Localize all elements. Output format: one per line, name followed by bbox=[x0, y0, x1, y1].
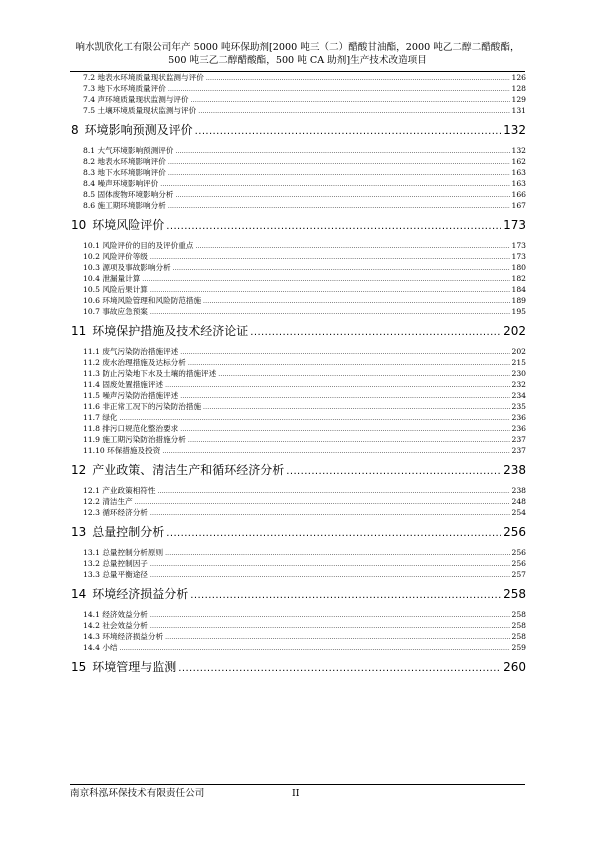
toc-page-number: 234 bbox=[511, 391, 526, 400]
toc-section-entry[interactable] bbox=[71, 390, 526, 401]
toc-page-number: 232 bbox=[511, 380, 526, 389]
toc-leader-dots bbox=[180, 391, 509, 402]
toc-section-label: 11.2 废水治理措施及达标分析 bbox=[83, 358, 186, 367]
toc-section-label: 11.8 排污口规范化整治要求 bbox=[83, 424, 179, 433]
toc-section-label: 14.3 环境经济损益分析 bbox=[83, 632, 164, 641]
toc-section-entry[interactable] bbox=[71, 368, 526, 379]
toc-chapter-number: 8 bbox=[71, 123, 79, 137]
toc-section-label: 14.1 经济效益分析 bbox=[83, 610, 148, 619]
toc-leader-dots bbox=[180, 347, 509, 358]
toc-leader-dots bbox=[168, 157, 510, 168]
toc-leader-dots bbox=[218, 369, 509, 380]
toc-section-label: 11.10 环保措施及投资 bbox=[83, 446, 161, 455]
toc-section-entry[interactable] bbox=[71, 445, 526, 456]
toc-leader-dots bbox=[180, 424, 509, 435]
toc-section-label: 11.3 防止污染地下水及土壤的措施评述 bbox=[83, 369, 217, 378]
toc-leader-dots bbox=[190, 585, 501, 607]
toc-page-number: 182 bbox=[511, 274, 526, 283]
toc-chapter-label: 环境保护措施及技术经济论证 bbox=[92, 324, 249, 338]
toc-page-number: 257 bbox=[511, 570, 526, 579]
toc-section-label: 8.3 地下水环境影响评价 bbox=[83, 168, 166, 177]
toc-page-number: 254 bbox=[511, 508, 526, 517]
toc-chapter-label: 环境影响预测及评价 bbox=[84, 123, 193, 137]
toc-leader-dots bbox=[173, 263, 510, 274]
toc-leader-dots bbox=[120, 643, 510, 654]
toc-section-entry[interactable] bbox=[71, 631, 526, 642]
toc-section-label: 10.3 源项及事故影响分析 bbox=[83, 263, 171, 272]
toc-page-number: 129 bbox=[511, 95, 526, 104]
toc-page-number: 235 bbox=[511, 402, 526, 411]
toc-leader-dots bbox=[188, 358, 510, 369]
toc-section-entry[interactable] bbox=[71, 346, 526, 357]
toc-page-number: 236 bbox=[511, 413, 526, 422]
toc-leader-dots bbox=[188, 435, 510, 446]
toc-section-entry[interactable] bbox=[71, 262, 526, 273]
toc-section-entry[interactable] bbox=[71, 642, 526, 653]
toc-section-label: 11.1 废气污染防治措施评述 bbox=[83, 347, 179, 356]
toc-section-entry[interactable] bbox=[71, 507, 526, 518]
toc-chapter-number: 15 bbox=[71, 660, 87, 674]
toc-section-label: 11.7 绿化 bbox=[83, 413, 118, 422]
toc-section-entry[interactable] bbox=[71, 412, 526, 423]
toc-page-number: 132 bbox=[511, 146, 526, 155]
toc-section-label: 10.7 事故应急预案 bbox=[83, 307, 148, 316]
toc-leader-dots bbox=[150, 570, 510, 581]
toc-chapter-label: 环境经济损益分析 bbox=[92, 587, 189, 601]
toc-page-number: 237 bbox=[511, 446, 526, 455]
toc-leader-dots bbox=[150, 285, 510, 296]
toc-page-number: 238 bbox=[503, 463, 526, 477]
toc-chapter-entry[interactable] bbox=[71, 119, 526, 141]
toc-page-number: 162 bbox=[511, 157, 526, 166]
toc-page-number: 173 bbox=[503, 218, 526, 232]
toc-section-entry[interactable] bbox=[71, 401, 526, 412]
toc-leader-dots bbox=[150, 307, 510, 318]
toc-leader-dots bbox=[150, 559, 510, 570]
toc-page-number: 163 bbox=[511, 168, 526, 177]
toc-page-number: 180 bbox=[511, 263, 526, 272]
toc-page-number: 259 bbox=[511, 643, 526, 652]
toc-page-number: 236 bbox=[511, 424, 526, 433]
toc-page-number: 163 bbox=[511, 179, 526, 188]
toc-section-label: 11.4 固废处置措施评述 bbox=[83, 380, 164, 389]
toc-section-label: 12.2 清洁生产 bbox=[83, 497, 133, 506]
toc-page-number: 248 bbox=[511, 497, 526, 506]
page-header bbox=[70, 41, 525, 67]
toc-section-entry[interactable] bbox=[71, 200, 526, 211]
toc-chapter-title bbox=[71, 656, 176, 678]
toc-leader-dots bbox=[168, 168, 510, 179]
toc-leader-dots bbox=[175, 146, 509, 157]
toc-section-entry[interactable] bbox=[71, 569, 526, 580]
toc-section-entry[interactable] bbox=[71, 156, 526, 167]
toc-section-label: 10.1 风险评价的目的及评价重点 bbox=[83, 241, 194, 250]
toc-leader-dots bbox=[165, 548, 509, 559]
toc-page-number: 256 bbox=[503, 525, 526, 539]
toc-chapter-title bbox=[71, 214, 164, 236]
toc-section-label: 8.6 施工期环境影响分析 bbox=[83, 201, 166, 210]
toc-leader-dots bbox=[250, 322, 501, 344]
toc-chapter-label: 环境管理与监测 bbox=[92, 660, 177, 674]
toc-section-entry[interactable] bbox=[71, 72, 526, 83]
toc-leader-dots bbox=[157, 486, 509, 497]
toc-page-number: 256 bbox=[511, 559, 526, 568]
toc-chapter-label: 总量控制分析 bbox=[92, 525, 165, 539]
toc-section-label: 10.2 风险评价等级 bbox=[83, 252, 148, 261]
toc-section-entry[interactable] bbox=[71, 167, 526, 178]
table-of-contents bbox=[71, 72, 526, 682]
toc-leader-dots bbox=[135, 497, 510, 508]
toc-section-entry[interactable] bbox=[71, 284, 526, 295]
toc-section-entry[interactable] bbox=[71, 178, 526, 189]
toc-leader-dots bbox=[150, 252, 510, 263]
toc-section-entry[interactable] bbox=[71, 496, 526, 507]
toc-section-entry[interactable] bbox=[71, 357, 526, 368]
toc-leader-dots bbox=[162, 446, 509, 457]
toc-leader-dots bbox=[166, 523, 501, 545]
toc-section-entry[interactable] bbox=[71, 609, 526, 620]
toc-section-label: 11.6 非正常工况下的污染防治措施 bbox=[83, 402, 202, 411]
toc-section-entry[interactable] bbox=[71, 379, 526, 390]
toc-leader-dots bbox=[168, 84, 510, 95]
toc-chapter-title bbox=[71, 459, 284, 481]
toc-page-number: 256 bbox=[511, 548, 526, 557]
toc-page-number: 237 bbox=[511, 435, 526, 444]
toc-chapter-title bbox=[71, 583, 188, 605]
toc-chapter-title bbox=[71, 119, 193, 141]
toc-chapter-title bbox=[71, 320, 248, 342]
toc-section-entry[interactable] bbox=[71, 83, 526, 94]
footer-divider bbox=[70, 784, 525, 785]
toc-chapter-entry[interactable] bbox=[71, 320, 526, 342]
toc-section-entry[interactable] bbox=[71, 273, 526, 284]
toc-section-entry[interactable] bbox=[71, 620, 526, 631]
toc-section-label: 7.4 声环境质量现状监测与评价 bbox=[83, 95, 189, 104]
toc-leader-dots bbox=[286, 461, 501, 483]
footer-company: 南京科泓环保技术有限责任公司 bbox=[70, 788, 205, 799]
toc-section-label: 11.5 噪声污染防治措施评述 bbox=[83, 391, 179, 400]
toc-section-entry[interactable] bbox=[71, 105, 526, 116]
toc-page-number: 258 bbox=[511, 621, 526, 630]
toc-leader-dots bbox=[166, 216, 501, 238]
toc-page-number: 132 bbox=[503, 123, 526, 137]
toc-chapter-label: 环境风险评价 bbox=[92, 218, 165, 232]
toc-section-entry[interactable] bbox=[71, 145, 526, 156]
toc-page-number: 258 bbox=[511, 632, 526, 641]
toc-section-entry[interactable] bbox=[71, 306, 526, 317]
toc-section-entry[interactable] bbox=[71, 94, 526, 105]
toc-page-number: 215 bbox=[511, 358, 526, 367]
toc-page-number: 238 bbox=[511, 486, 526, 495]
toc-leader-dots bbox=[150, 621, 510, 632]
toc-chapter-number: 12 bbox=[71, 463, 87, 477]
toc-section-label: 11.9 施工期污染防治措施分析 bbox=[83, 435, 186, 444]
toc-page-number: 166 bbox=[511, 190, 526, 199]
toc-page-number: 126 bbox=[511, 73, 526, 82]
toc-leader-dots bbox=[142, 274, 509, 285]
toc-chapter-entry[interactable] bbox=[71, 459, 526, 481]
toc-page-number: 173 bbox=[511, 241, 526, 250]
toc-page-number: 173 bbox=[511, 252, 526, 261]
toc-page-number: 195 bbox=[511, 307, 526, 316]
toc-section-entry[interactable] bbox=[71, 558, 526, 569]
toc-leader-dots bbox=[150, 508, 510, 519]
toc-section-label: 7.3 地下水环境质量评价 bbox=[83, 84, 166, 93]
toc-leader-dots bbox=[195, 121, 501, 143]
toc-chapter-entry[interactable] bbox=[71, 521, 526, 543]
toc-page-number: 258 bbox=[503, 587, 526, 601]
toc-section-label: 14.2 社会效益分析 bbox=[83, 621, 148, 630]
toc-section-label: 12.3 循环经济分析 bbox=[83, 508, 148, 517]
toc-section-label: 10.4 泄漏量计算 bbox=[83, 274, 141, 283]
toc-section-label: 7.5 土壤环境质量现状监测与评价 bbox=[83, 106, 197, 115]
toc-section-entry[interactable] bbox=[71, 434, 526, 445]
toc-section-entry[interactable] bbox=[71, 240, 526, 251]
toc-section-label: 7.2 地表水环境质量现状监测与评价 bbox=[83, 73, 204, 82]
toc-leader-dots bbox=[178, 658, 501, 680]
toc-section-label: 10.5 风险后果计算 bbox=[83, 285, 148, 294]
toc-page-number: 189 bbox=[511, 296, 526, 305]
toc-chapter-title bbox=[71, 521, 164, 543]
toc-leader-dots bbox=[195, 241, 509, 252]
toc-leader-dots bbox=[198, 106, 509, 117]
toc-section-entry[interactable] bbox=[71, 423, 526, 434]
toc-section-label: 8.2 地表水环境影响评价 bbox=[83, 157, 166, 166]
toc-leader-dots bbox=[150, 610, 510, 621]
toc-leader-dots bbox=[168, 201, 510, 212]
toc-page-number: 258 bbox=[511, 610, 526, 619]
toc-section-label: 8.4 噪声环境影响评价 bbox=[83, 179, 159, 188]
toc-page-number: 131 bbox=[511, 106, 526, 115]
toc-chapter-entry[interactable] bbox=[71, 214, 526, 236]
toc-leader-dots bbox=[165, 632, 509, 643]
toc-leader-dots bbox=[191, 95, 510, 106]
toc-leader-dots bbox=[160, 179, 509, 190]
header-line-2: 500 吨三乙二醇醋酸酯，500 吨 CA 助剂]生产技术改造项目 bbox=[168, 55, 427, 66]
toc-chapter-number: 11 bbox=[71, 324, 87, 338]
toc-chapter-number: 10 bbox=[71, 218, 87, 232]
toc-chapter-entry[interactable] bbox=[71, 583, 526, 605]
toc-leader-dots bbox=[165, 380, 509, 391]
header-line-1: 响水凯欣化工有限公司年产 5000 吨环保助剂[2000 吨三（二）醋酸甘油酯，2000 吨乙二醇二醋酸酯， bbox=[75, 42, 520, 53]
toc-chapter-label: 产业政策、清洁生产和循环经济分析 bbox=[92, 463, 285, 477]
toc-leader-dots bbox=[206, 73, 510, 84]
toc-section-entry[interactable] bbox=[71, 295, 526, 306]
toc-page-number: 202 bbox=[503, 324, 526, 338]
toc-section-label: 13.3 总量平衡途径 bbox=[83, 570, 148, 579]
toc-section-label: 12.1 产业政策相符性 bbox=[83, 486, 156, 495]
toc-section-label: 13.2 总量控制因子 bbox=[83, 559, 148, 568]
toc-section-entry[interactable] bbox=[71, 251, 526, 262]
toc-chapter-number: 14 bbox=[71, 587, 87, 601]
toc-section-entry[interactable] bbox=[71, 485, 526, 496]
toc-page-number: 184 bbox=[511, 285, 526, 294]
toc-section-entry[interactable] bbox=[71, 547, 526, 558]
toc-chapter-entry[interactable] bbox=[71, 656, 526, 678]
toc-section-label: 8.1 大气环境影响预测评价 bbox=[83, 146, 174, 155]
toc-page-number: 202 bbox=[511, 347, 526, 356]
toc-section-label: 8.5 固体废物环境影响分析 bbox=[83, 190, 174, 199]
toc-section-label: 14.4 小结 bbox=[83, 643, 118, 652]
toc-section-label: 13.1 总量控制分析原则 bbox=[83, 548, 164, 557]
toc-section-label: 10.6 环境风险管理和风险防范措施 bbox=[83, 296, 202, 305]
toc-page-number: 167 bbox=[511, 201, 526, 210]
toc-section-entry[interactable] bbox=[71, 189, 526, 200]
toc-page-number: 128 bbox=[511, 84, 526, 93]
toc-leader-dots bbox=[203, 296, 509, 307]
footer-page-number: II bbox=[292, 788, 300, 799]
toc-page-number: 260 bbox=[503, 660, 526, 674]
toc-chapter-number: 13 bbox=[71, 525, 87, 539]
toc-leader-dots bbox=[175, 190, 509, 201]
toc-leader-dots bbox=[203, 402, 509, 413]
toc-page-number: 230 bbox=[511, 369, 526, 378]
